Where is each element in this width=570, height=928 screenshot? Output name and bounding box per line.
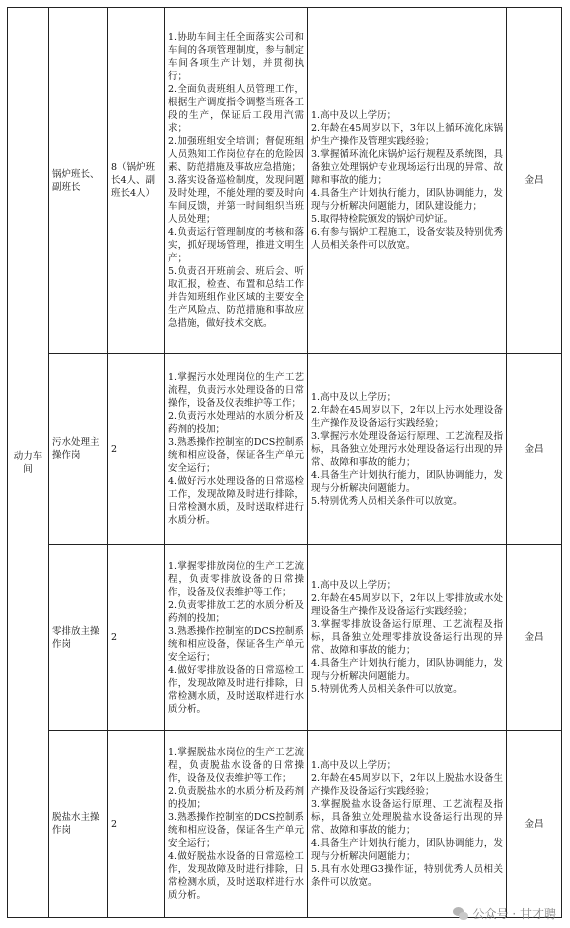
duty-line: 2.全面负责班组人员管理工作，根据生产调度指令调整当班各工段的生产，保证后工段用汽需求； xyxy=(168,84,304,134)
watermark xyxy=(453,905,556,922)
requirements-cell xyxy=(308,354,507,545)
requirement-line: 2.年龄在45周岁以下，2年以上脱盐水设备生产操作及设备运行实践经验； xyxy=(311,773,503,797)
count-cell: 8（锅炉班长4人、副班长4人） xyxy=(108,8,165,354)
table-row xyxy=(8,8,562,354)
table-row xyxy=(8,731,562,918)
requirement-line: 5.取得特检院颁发的锅炉司炉证。 xyxy=(311,214,454,225)
duty-line: 4.做好污水处理设备的日常巡检工作，发现故障及时进行排除，日常检测水质，及时送取样进行水质分析。 xyxy=(168,476,304,526)
duties-cell xyxy=(165,354,308,545)
requirements-cell xyxy=(308,8,507,354)
duty-line: 2.负责零排放工艺的水质分析及药剂的投加； xyxy=(168,599,304,624)
requirement-line: 1.高中及以上学历； xyxy=(311,391,397,403)
requirement-line: 1.高中及以上学历； xyxy=(311,760,397,771)
duty-line: 4.做好脱盐水设备的日常巡检工作，发现故障及时进行排除，日常检测水质，及时送取样进行水质分析。 xyxy=(168,851,304,901)
requirement-line: 4.具备生产计划执行能力，团队协调能力，发现与分析解决问题能力，团队建设能力； xyxy=(311,188,503,212)
duty-line: 4.做好零排放设备的日常巡检工作，发现故障及时进行排除，日常检测水质，及时送取样进行水质分析。 xyxy=(168,664,304,715)
requirement-line: 3.掌握循环流化床锅炉运行规程及系统图，具备独立处理锅炉专业现场运行出现的异常、故障和事故的能力； xyxy=(311,149,503,186)
requirement-line: 5.具有水处理G3操作证，特别优秀人员相关条件可以放宽。 xyxy=(311,864,503,888)
department-cell: 动力车间 xyxy=(8,8,49,918)
requirements-cell xyxy=(308,545,507,731)
watermark-text: 公众号 · 甘才聘 xyxy=(472,907,556,921)
count-cell: 2 xyxy=(108,545,165,731)
duties-cell xyxy=(165,8,308,354)
duty-line: 5.负责召开班前会、班后会、听取汇报，检查、布置和总结工作并告知班组作业区域的主要安全生产风险点、防范措施和事故应急措施，做好技术交底。 xyxy=(168,266,304,329)
duty-line: 2.负责污水处理站的水质分析及药剂的投加； xyxy=(168,411,304,435)
requirement-line: 2.年龄在45周岁以下，2年以上零排放或水处理设备生产操作及设备运行实践经验； xyxy=(311,593,503,617)
duty-line: 1.掌握污水处理岗位的生产工艺流程，负责污水处理设备的日常操作，设备及仪表维护等工作； xyxy=(168,372,304,409)
duties-cell xyxy=(165,545,308,731)
position-cell: 污水处理主操作岗 xyxy=(49,354,108,545)
duty-line: 3.落实设备巡检制度，发现问题及时处理，不能处理的要及时向车间反馈，并第一时间组织当班人员处理； xyxy=(168,175,304,225)
duty-line: 3.熟悉操作控制室的DCS控制系统和相应设备，保证各生产单元安全运行； xyxy=(168,625,304,663)
count-cell: 2 xyxy=(108,731,165,918)
location-cell: 金昌 xyxy=(507,354,562,545)
job-table xyxy=(7,7,562,918)
requirement-line: 3.掌握零排放设备运行原理、工艺流程及指标，具备独立处理零排放设备运行出现的异常、故障和事故的能力； xyxy=(311,619,503,656)
duty-line: 2.负责脱盐水的水质分析及药剂的投加； xyxy=(168,786,304,810)
wechat-icon xyxy=(453,907,469,921)
requirement-line: 4.具备生产计划执行能力，团队协调能力，发现与分析解决问题能力。 xyxy=(311,658,503,682)
requirement-line: 6.有参与锅炉工程施工，设备安装及特别优秀人员相关条件可以放宽。 xyxy=(311,227,503,251)
duties-cell xyxy=(165,731,308,918)
requirement-line: 1.高中及以上学历； xyxy=(311,580,397,591)
location-cell: 金昌 xyxy=(507,731,562,918)
location-cell: 金昌 xyxy=(507,8,562,354)
requirement-line: 4.具备生产计划执行能力，团队协调能力，发现与分析解决问题能力。 xyxy=(311,469,503,494)
requirement-line: 2.年龄在45周岁以下，2年以上污水处理设备生产操作及设备运行实践经验； xyxy=(311,404,503,429)
duty-line: 4.负责运行管理制度的考核和落实，抓好现场管理，推进文明生产； xyxy=(168,227,304,264)
location-cell: 金昌 xyxy=(507,545,562,731)
requirement-line: 5.特别优秀人员相关条件可以放宽。 xyxy=(311,495,463,507)
table-row xyxy=(8,354,562,545)
position-cell: 零排放主操作岗 xyxy=(49,545,108,731)
duty-line: 1.掌握零排放岗位的生产工艺流程，负责零排放设备的日常操作，设备及仪表维护等工作； xyxy=(168,560,304,598)
requirement-line: 3.掌握脱盐水设备运行原理、工艺流程及指标，具备独立处理脱盐水设备运行出现的异常、故障和事故的能力； xyxy=(311,799,503,836)
requirement-line: 5.特别优秀人员相关条件可以放宽。 xyxy=(311,684,463,695)
duty-line: 2.加强班组安全培训；督促班组人员熟知工作岗位存在的危险因素、防范措施及事故应急措施； xyxy=(168,136,304,173)
duty-line: 3.熟悉操作控制室的DCS控制系统和相应设备，保证各生产单元安全运行； xyxy=(168,812,304,849)
duty-line: 1.协助车间主任全面落实公司和车间的各项管理制度，参与制定车间各项生产计划，并贯彻执行； xyxy=(168,32,304,82)
duty-line: 1.掌握脱盐水岗位的生产工艺流程，负责脱盐水设备的日常操作，设备及仪表维护等工作； xyxy=(168,747,304,784)
requirement-line: 4.具备生产计划执行能力，团队协调能力，发现与分析解决问题能力； xyxy=(311,838,503,862)
table-row xyxy=(8,545,562,731)
requirement-line: 1.高中及以上学历； xyxy=(311,110,397,121)
requirement-line: 3.掌握污水处理设备运行原理、工艺流程及指标，具备独立处理污水处理设备运行出现的异常、故障和事故的能力； xyxy=(311,430,503,468)
duty-line: 3.熟悉操作控制室的DCS控制系统和相应设备，保证各生产单元安全运行； xyxy=(168,437,304,474)
requirements-cell xyxy=(308,731,507,918)
position-cell: 锅炉班长、副班长 xyxy=(49,8,108,354)
requirement-line: 2.年龄在45周岁以下，3年以上循环流化床锅炉生产操作及管理实践经验； xyxy=(311,123,503,147)
position-cell: 脱盐水主操作岗 xyxy=(49,731,108,918)
count-cell: 2 xyxy=(108,354,165,545)
